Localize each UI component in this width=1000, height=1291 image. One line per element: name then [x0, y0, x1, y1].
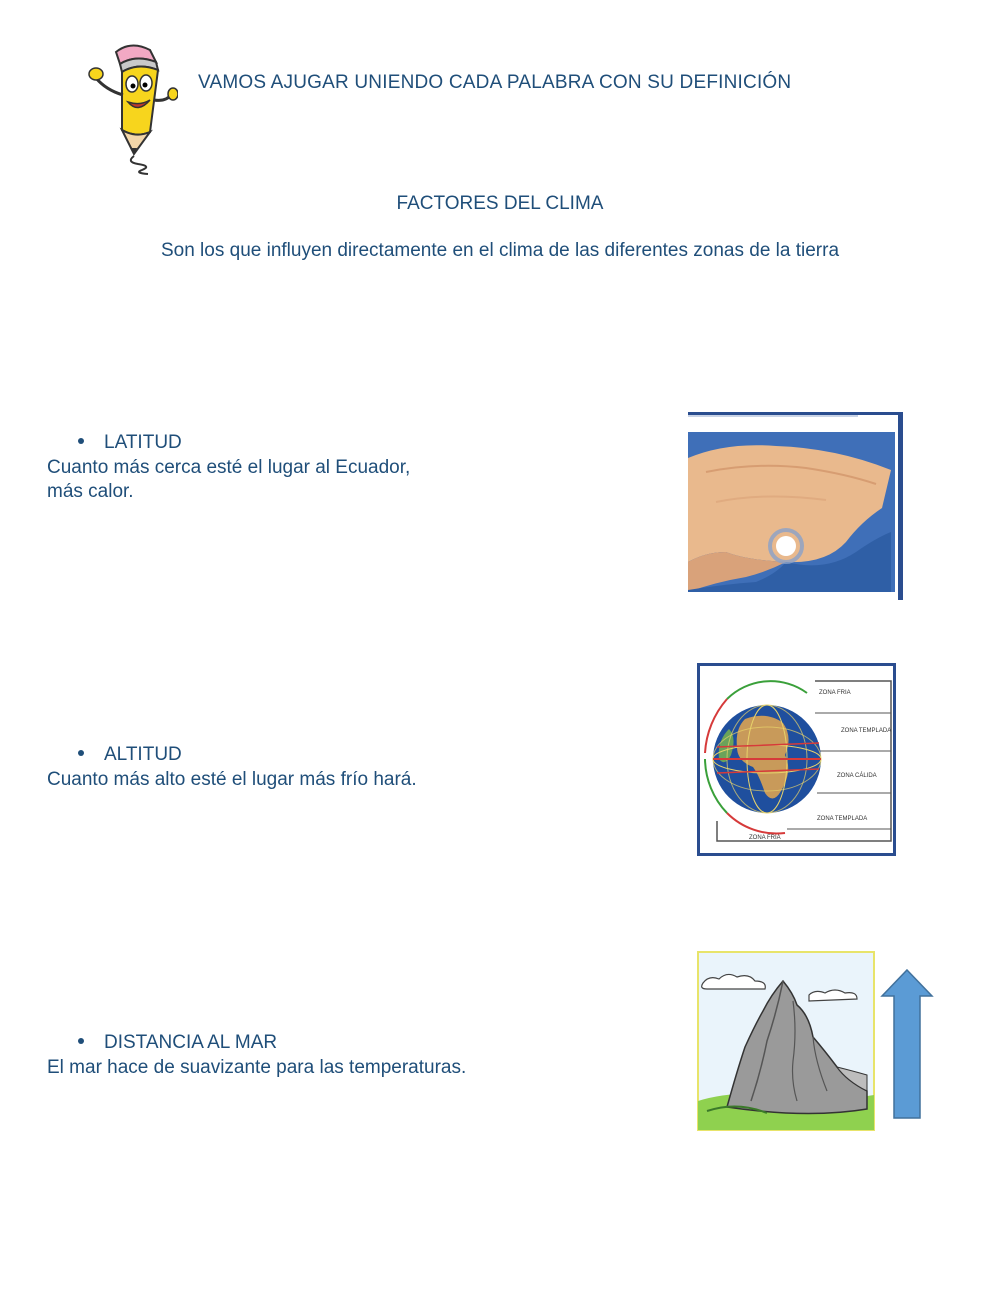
- section-title: FACTORES DEL CLIMA: [396, 193, 604, 214]
- factor-altitud-term: ALTITUD: [104, 744, 182, 765]
- coastal-landscape-image: [686, 412, 903, 600]
- zona-templada-top-label: ZONA TEMPLADA: [841, 728, 892, 734]
- factor-latitud-definition: [47, 456, 410, 504]
- factor-altitud-definition: [47, 768, 417, 792]
- mountain-image: [697, 951, 875, 1131]
- bullet-icon: [78, 1038, 84, 1044]
- factor-altitud-item: [78, 744, 182, 766]
- zona-fria-bottom-label: ZONA FRIA: [749, 835, 781, 841]
- zona-templada-bottom-label: ZONA TEMPLADA: [817, 816, 868, 822]
- section-subtitle: Son los que influyen directamente en el clima de las diferentes zonas de la tierra: [160, 240, 840, 261]
- factor-distancia-definition: [47, 1056, 466, 1080]
- definition-line: más calor.: [47, 481, 134, 502]
- climate-zones-globe-image: [697, 663, 896, 856]
- definition-line: Cuanto más alto esté el lugar más frío hará.: [47, 769, 417, 790]
- bullet-icon: [78, 438, 84, 444]
- zona-fria-top-label: ZONA FRIA: [819, 690, 851, 696]
- factor-distancia-item: [78, 1032, 277, 1054]
- factor-latitud-item: [78, 432, 182, 454]
- factor-distancia-term: DISTANCIA AL MAR: [104, 1032, 278, 1053]
- page-header-title: VAMOS AJUGAR UNIENDO CADA PALABRA CON SU DEFINICIÓN: [198, 72, 792, 93]
- zona-calida-label: ZONA CÁLIDA: [837, 773, 877, 779]
- definition-line: Cuanto más cerca esté el lugar al Ecuador,: [47, 457, 411, 478]
- bullet-icon: [78, 750, 84, 756]
- pencil-mascot-illustration: [86, 40, 178, 175]
- factor-latitud-term: LATITUD: [104, 432, 182, 453]
- definition-line: El mar hace de suavizante para las temperaturas.: [47, 1057, 467, 1078]
- up-arrow-icon: [880, 968, 934, 1120]
